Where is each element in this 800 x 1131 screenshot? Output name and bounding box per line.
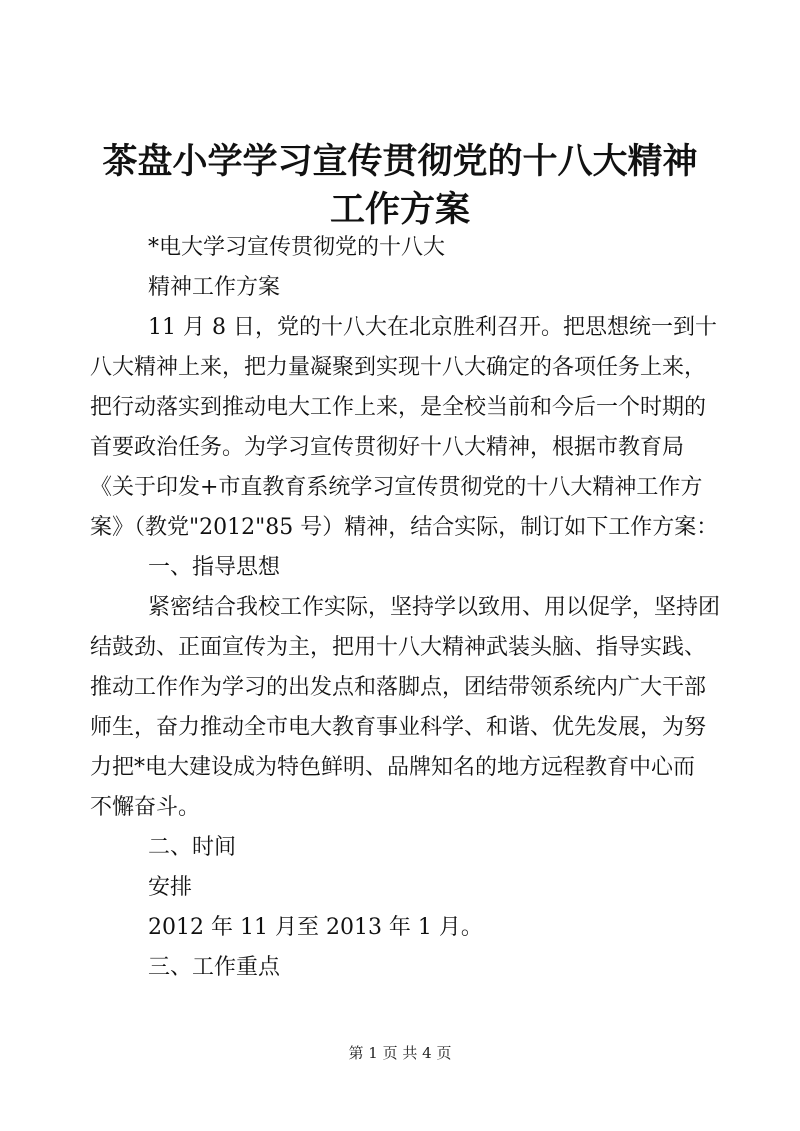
text-line: 《关于印发+市直教育系统学习宣传贯彻党的十八大精神工作方: [90, 475, 703, 500]
section-heading: 一、指导思想: [148, 555, 281, 580]
text-line: 首要政治任务。为学习宣传贯彻好十八大精神，根据市教育局: [90, 435, 685, 460]
text-line: 2012 年 11 月至 2013 年 1 月。: [148, 915, 483, 940]
text-line: 紧密结合我校工作实际，坚持学以致用、用以促学，坚持团: [148, 595, 721, 620]
text-line: 不懈奋斗。: [90, 795, 201, 820]
text-line: 11 月 8 日，党的十八大在北京胜利召开。把思想统一到十: [148, 315, 717, 340]
text-line: 把行动落实到推动电大工作上来，是全校当前和今后一个时期的: [90, 395, 707, 420]
text-line: 精神工作方案: [148, 275, 281, 300]
text-line: 结鼓劲、正面宣传为主，把用十八大精神武装头脑、指导实践、: [90, 635, 707, 660]
text-line: 师生，奋力推动全市电大教育事业科学、和谐、优先发展，为努: [90, 715, 707, 740]
page-footer: 第 1 页 共 4 页: [348, 1044, 452, 1062]
text-line: 案》（教党"2012"85 号）精神，结合实际，制订如下工作方案：: [90, 515, 719, 540]
section-heading: 三、工作重点: [148, 955, 281, 980]
text-line: 安排: [148, 875, 193, 900]
text-line: 八大精神上来，把力量凝聚到实现十八大确定的各项任务上来，: [90, 355, 707, 380]
document-title: 茶盘小学学习宣传贯彻党的十八大精神工作方案: [102, 141, 698, 230]
text-line: *电大学习宣传贯彻党的十八大: [148, 235, 446, 260]
section-heading: 二、时间: [148, 835, 237, 860]
text-line: 推动工作作为学习的出发点和落脚点，团结带领系统内广大干部: [90, 675, 707, 700]
text-line: 力把*电大建设成为特色鲜明、品牌知名的地方远程教育中心而: [90, 755, 696, 780]
